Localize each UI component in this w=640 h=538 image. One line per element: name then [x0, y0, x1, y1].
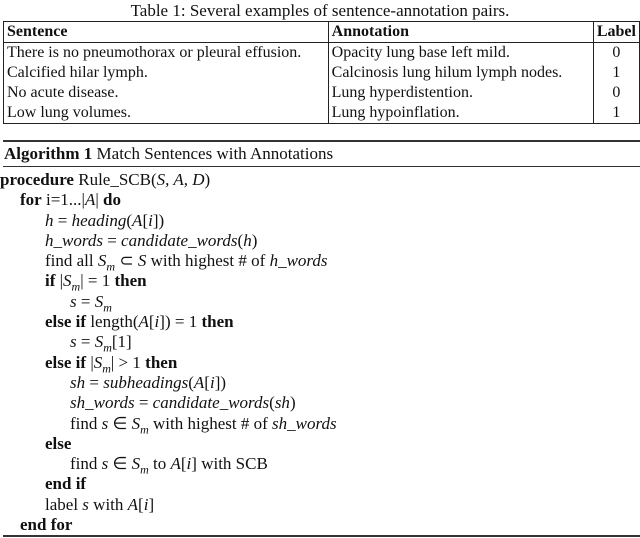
- keyword: then: [145, 352, 178, 372]
- code-text: A: [132, 210, 143, 230]
- code-text: heading: [71, 210, 127, 230]
- code-text: (: [237, 230, 244, 250]
- code-text: m: [103, 300, 112, 315]
- code-text: with highest # of: [146, 251, 270, 271]
- cell-label: 1: [593, 103, 639, 124]
- keyword: end if: [45, 474, 87, 494]
- code-text: ]): [152, 210, 165, 230]
- keyword: for: [20, 190, 42, 210]
- code-text: h: [45, 210, 54, 230]
- code-text: s: [101, 454, 109, 474]
- code-text: | = 1: [80, 271, 115, 291]
- keyword: then: [114, 271, 147, 291]
- code-text: [: [138, 494, 144, 514]
- algorithm-line: [0, 211, 337, 231]
- cell-label: 0: [593, 83, 639, 103]
- code-text: i: [154, 312, 160, 332]
- cell-annotation: Lung hyperdistention.: [328, 83, 593, 103]
- code-text: m: [103, 340, 112, 355]
- code-text: h: [243, 230, 252, 250]
- code-text: label: [45, 494, 83, 514]
- code-text: ]): [214, 372, 227, 392]
- code-text: A: [138, 312, 149, 332]
- cell-label: 1: [593, 63, 639, 83]
- algorithm-label: Algorithm 1: [4, 144, 93, 163]
- algorithm-line: [0, 271, 337, 294]
- algorithm-line: [0, 352, 337, 376]
- table-header-row: [4, 22, 640, 43]
- code-text: with: [88, 494, 128, 514]
- code-text: ]) = 1: [159, 312, 202, 332]
- header-label: Label: [593, 22, 639, 43]
- code-text: ): [251, 230, 258, 250]
- code-text: candidate_words: [152, 393, 270, 413]
- code-text: m: [71, 279, 81, 294]
- table-caption: Table 1: Several examples of sentence-annotation pairs.: [130, 1, 510, 20]
- algorithm-body: [0, 170, 337, 535]
- code-text: S: [94, 332, 104, 352]
- algorithm-line: [0, 231, 337, 251]
- code-text: |: [95, 190, 103, 210]
- algorithm-line: [0, 170, 337, 190]
- code-text: S: [131, 454, 141, 474]
- keyword: else if: [45, 312, 87, 332]
- cell-sentence: There is no pneumothorax or pleural effusion.: [4, 43, 329, 64]
- code-text: find: [70, 413, 102, 433]
- table-row: [4, 63, 640, 83]
- cell-annotation: Calcinosis lung hilum lymph nodes.: [328, 63, 593, 83]
- code-text: s: [82, 494, 89, 514]
- table-row: [4, 103, 640, 124]
- algorithm-line: [0, 495, 337, 515]
- code-text: m: [140, 421, 149, 436]
- cell-label: 0: [593, 43, 639, 64]
- code-text: to: [148, 454, 171, 474]
- algorithm-line: [0, 393, 337, 413]
- algorithm-line: [0, 373, 337, 393]
- code-text: =: [53, 210, 72, 230]
- code-text: [: [180, 454, 187, 474]
- code-text: i=1...|: [41, 190, 85, 210]
- code-text: sh: [70, 372, 86, 392]
- header-sentence: Sentence: [4, 22, 329, 43]
- code-text: S: [97, 251, 107, 271]
- code-text: s: [70, 291, 77, 311]
- code-text: i: [209, 372, 215, 392]
- code-text: with highest # of: [148, 413, 272, 433]
- algorithm-line: [0, 474, 337, 494]
- code-text: S: [131, 413, 141, 433]
- algorithm-top-rule: [3, 140, 640, 142]
- code-text: S: [94, 291, 104, 311]
- code-text: |: [86, 352, 94, 372]
- code-text: ): [289, 393, 296, 413]
- code-text: S: [137, 251, 147, 271]
- code-text: ]: [148, 494, 155, 514]
- cell-sentence: No acute disease.: [4, 83, 329, 103]
- code-text: =: [102, 230, 122, 250]
- code-text: find: [70, 454, 102, 474]
- code-text: =: [76, 291, 95, 311]
- code-text: (: [188, 372, 194, 392]
- code-text: sh_words: [272, 413, 337, 433]
- code-text: |: [55, 271, 64, 291]
- code-text: [: [204, 372, 210, 392]
- code-text: m: [102, 361, 111, 376]
- algorithm-bottom-rule: [3, 535, 640, 537]
- algorithm-line: [0, 251, 337, 274]
- code-text: h_words: [269, 251, 328, 271]
- keyword: procedure: [0, 170, 74, 189]
- code-text: S: [63, 271, 72, 291]
- code-text: sh: [274, 393, 290, 413]
- cell-sentence: Low lung volumes.: [4, 103, 329, 124]
- cell-sentence: Calcified hilar lymph.: [4, 63, 329, 83]
- code-text: ⊂: [115, 251, 138, 271]
- code-text: i: [143, 494, 149, 514]
- code-text: [: [148, 312, 155, 332]
- code-text: Rule_SCB(: [73, 170, 157, 189]
- code-text: ): [204, 170, 211, 189]
- code-text: length(: [86, 312, 139, 332]
- code-text: s: [70, 332, 77, 352]
- code-text: s: [101, 413, 109, 433]
- algorithm-title: [4, 143, 333, 165]
- algorithm-title-rule: [3, 166, 640, 167]
- code-text: h_words: [45, 230, 103, 250]
- cell-annotation: Lung hypoinflation.: [328, 103, 593, 124]
- keyword: do: [102, 190, 121, 210]
- code-text: A: [193, 372, 205, 392]
- keyword: else: [45, 433, 72, 453]
- code-text: subheadings: [103, 372, 189, 392]
- keyword: if: [45, 271, 56, 291]
- algorithm-line: [0, 332, 337, 355]
- algorithm-line: [0, 454, 337, 477]
- keyword: else if: [45, 352, 87, 372]
- code-text: =: [134, 393, 153, 413]
- code-text: | > 1: [110, 352, 146, 372]
- sentence-annotation-table: [3, 21, 640, 124]
- code-text: sh_words: [70, 393, 135, 413]
- code-text: S, A, D: [156, 170, 205, 189]
- table-row: [4, 43, 640, 64]
- code-text: (: [269, 393, 275, 413]
- table-row: [4, 83, 640, 103]
- code-text: m: [106, 259, 116, 274]
- code-text: (: [126, 210, 133, 230]
- code-text: [1]: [111, 332, 132, 352]
- algorithm-name: Match Sentences with Annotations: [96, 144, 334, 163]
- code-text: m: [140, 462, 149, 477]
- code-text: i: [148, 210, 153, 230]
- code-text: A: [84, 190, 96, 210]
- keyword: end for: [20, 515, 73, 535]
- code-text: i: [186, 454, 192, 474]
- cell-annotation: Opacity lung base left mild.: [328, 43, 593, 64]
- code-text: find all: [45, 251, 98, 271]
- algorithm-line: [0, 434, 337, 454]
- code-text: A: [170, 454, 181, 474]
- keyword: then: [201, 312, 234, 332]
- code-text: ∈: [108, 454, 132, 474]
- algorithm-line: [0, 515, 337, 535]
- code-text: =: [85, 372, 104, 392]
- algorithm-line: [0, 414, 337, 434]
- algorithm-line: [0, 190, 337, 210]
- code-text: candidate_words: [121, 230, 238, 250]
- algorithm-line: [0, 291, 337, 315]
- header-annotation: Annotation: [328, 22, 593, 43]
- code-text: A: [127, 494, 139, 514]
- code-text: [: [142, 210, 149, 230]
- code-text: ∈: [108, 413, 132, 433]
- code-text: S: [93, 352, 103, 372]
- code-text: =: [76, 332, 95, 352]
- code-text: ] with SCB: [191, 454, 268, 474]
- algorithm-line: [0, 312, 337, 332]
